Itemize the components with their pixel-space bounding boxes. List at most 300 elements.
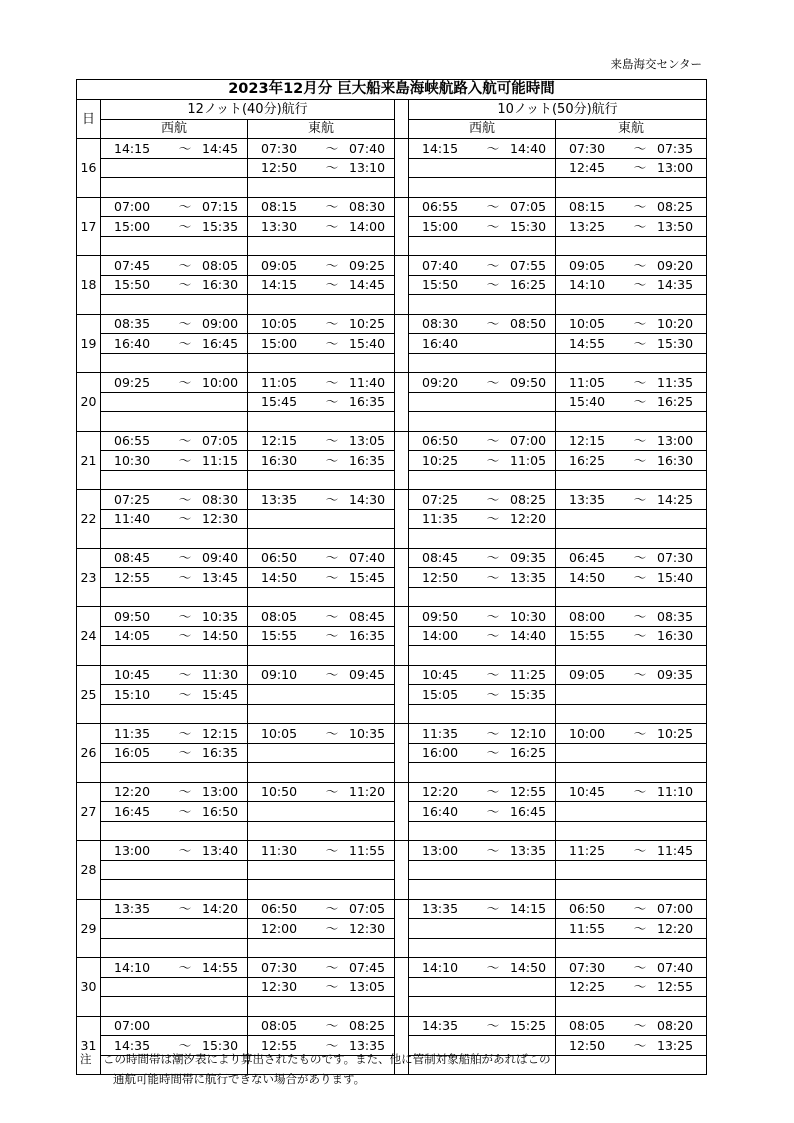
time-window-east-10 <box>556 802 707 822</box>
time-window-east-12 <box>248 685 395 705</box>
end-time: 16:30 <box>657 452 694 468</box>
tilde: ～ <box>633 920 647 936</box>
time-window-east-10 <box>556 1055 707 1075</box>
time-window-east-12 <box>248 841 395 861</box>
time-window-east-10 <box>556 1016 707 1036</box>
time-window-west-10 <box>409 568 556 588</box>
tilde: ～ <box>178 803 192 819</box>
time-window-east-12 <box>248 977 395 997</box>
end-time: 11:55 <box>349 842 386 858</box>
start-time: 13:00 <box>114 842 151 858</box>
day-header: 日 <box>77 100 101 139</box>
tilde: ～ <box>486 784 500 800</box>
table-row <box>77 548 707 568</box>
tilde: ～ <box>486 140 500 156</box>
time-window-east-12 <box>248 490 395 510</box>
end-time: 12:20 <box>510 511 547 527</box>
end-time: 13:00 <box>202 784 239 800</box>
start-time: 08:00 <box>569 608 606 624</box>
time-window-east-12 <box>248 373 395 393</box>
end-time: 12:15 <box>202 725 239 741</box>
end-time: 14:50 <box>202 628 239 644</box>
table-row <box>77 295 707 315</box>
time-window-west-12 <box>101 568 248 588</box>
start-time: 06:55 <box>422 199 459 215</box>
footnote <box>80 1049 551 1089</box>
time-window-west-12 <box>101 548 248 568</box>
start-time: 08:45 <box>114 550 151 566</box>
time-window-west-10 <box>409 509 556 529</box>
time-window-east-10 <box>556 295 707 315</box>
time-window-west-12 <box>101 158 248 178</box>
start-time: 08:15 <box>261 199 298 215</box>
time-window-east-12 <box>248 743 395 763</box>
table-row <box>77 880 707 900</box>
tilde: ～ <box>486 901 500 917</box>
tilde: ～ <box>633 491 647 507</box>
time-window-east-12 <box>248 880 395 900</box>
table-row <box>77 763 707 783</box>
tilde: ～ <box>633 901 647 917</box>
start-time: 11:30 <box>261 842 298 858</box>
time-window-west-10 <box>409 334 556 354</box>
end-time: 12:20 <box>657 920 694 936</box>
start-time: 06:50 <box>569 901 606 917</box>
table-row <box>77 217 707 237</box>
tilde: ～ <box>633 199 647 215</box>
table-row <box>77 139 707 159</box>
tilde: ～ <box>325 394 339 410</box>
time-window-west-10 <box>409 490 556 510</box>
time-window-east-10 <box>556 431 707 451</box>
time-window-east-12 <box>248 256 395 276</box>
time-window-west-10 <box>409 275 556 295</box>
start-time: 06:50 <box>261 901 298 917</box>
tilde: ～ <box>633 608 647 624</box>
table-row <box>77 685 707 705</box>
tilde: ～ <box>633 1018 647 1034</box>
time-window-west-12 <box>101 665 248 685</box>
time-window-west-10 <box>409 763 556 783</box>
end-time: 07:40 <box>349 140 386 156</box>
end-time: 14:45 <box>202 140 239 156</box>
table-row <box>77 529 707 549</box>
end-time: 16:35 <box>349 452 386 468</box>
end-time: 13:25 <box>657 1037 694 1053</box>
tilde: ～ <box>633 140 647 156</box>
end-time: 07:55 <box>510 257 547 273</box>
tilde: ～ <box>633 628 647 644</box>
table-row <box>77 899 707 919</box>
end-time: 15:30 <box>202 1037 239 1053</box>
separator-cell <box>395 431 409 490</box>
end-time: 12:30 <box>349 920 386 936</box>
time-window-west-10 <box>409 470 556 490</box>
time-window-east-10 <box>556 314 707 334</box>
tilde: ～ <box>486 745 500 761</box>
start-time: 12:50 <box>569 1037 606 1053</box>
separator-cell <box>395 314 409 373</box>
start-time: 09:05 <box>261 257 298 273</box>
tilde: ～ <box>325 218 339 234</box>
start-time: 11:05 <box>261 374 298 390</box>
start-time: 10:45 <box>569 784 606 800</box>
tilde: ～ <box>633 550 647 566</box>
time-window-west-12 <box>101 958 248 978</box>
tilde: ～ <box>178 569 192 585</box>
time-window-east-12 <box>248 919 395 939</box>
end-time: 13:45 <box>202 569 239 585</box>
end-time: 08:20 <box>657 1018 694 1034</box>
time-window-west-10 <box>409 860 556 880</box>
start-time: 12:50 <box>261 160 298 176</box>
time-window-east-10 <box>556 275 707 295</box>
start-time: 07:30 <box>261 959 298 975</box>
time-window-west-12 <box>101 977 248 997</box>
start-time: 09:20 <box>422 374 459 390</box>
table-row <box>77 1016 707 1036</box>
end-time: 14:40 <box>510 628 547 644</box>
time-window-east-10 <box>556 392 707 412</box>
tilde: ～ <box>325 257 339 273</box>
time-window-east-10 <box>556 743 707 763</box>
time-window-west-10 <box>409 217 556 237</box>
start-time: 12:30 <box>261 979 298 995</box>
organization-name: 来島海交センター <box>610 57 702 71</box>
end-time: 14:30 <box>349 491 386 507</box>
start-time: 15:55 <box>261 628 298 644</box>
table-row <box>77 646 707 666</box>
start-time: 16:00 <box>422 745 459 761</box>
tilde: ～ <box>486 803 500 819</box>
end-time: 13:35 <box>349 1037 386 1053</box>
tilde: ～ <box>178 335 192 351</box>
time-window-west-12 <box>101 587 248 607</box>
time-window-east-12 <box>248 295 395 315</box>
start-time: 07:30 <box>569 959 606 975</box>
end-time: 15:25 <box>510 1018 547 1034</box>
time-window-east-12 <box>248 158 395 178</box>
start-time: 12:25 <box>569 979 606 995</box>
time-window-west-10 <box>409 373 556 393</box>
start-time: 16:30 <box>261 452 298 468</box>
time-window-east-10 <box>556 1036 707 1056</box>
tilde: ～ <box>178 725 192 741</box>
end-time: 10:20 <box>657 316 694 332</box>
start-time: 15:00 <box>261 335 298 351</box>
start-time: 13:35 <box>261 491 298 507</box>
start-time: 15:05 <box>422 686 459 702</box>
end-time: 08:30 <box>349 199 386 215</box>
tilde: ～ <box>325 725 339 741</box>
time-window-east-12 <box>248 704 395 724</box>
start-time: 14:00 <box>422 628 459 644</box>
end-time: 09:35 <box>657 667 694 683</box>
end-time: 16:45 <box>202 335 239 351</box>
time-window-east-10 <box>556 490 707 510</box>
start-time: 09:05 <box>569 257 606 273</box>
time-window-east-10 <box>556 178 707 198</box>
time-window-west-12 <box>101 470 248 490</box>
tilde: ～ <box>325 608 339 624</box>
end-time: 14:50 <box>510 959 547 975</box>
table-row <box>77 334 707 354</box>
tilde: ～ <box>178 452 192 468</box>
tilde: ～ <box>178 199 192 215</box>
end-time: 08:50 <box>510 316 547 332</box>
time-window-east-12 <box>248 197 395 217</box>
time-window-west-10 <box>409 314 556 334</box>
end-time: 11:20 <box>349 784 386 800</box>
time-window-west-12 <box>101 334 248 354</box>
end-time: 16:35 <box>349 628 386 644</box>
start-time: 06:55 <box>114 433 151 449</box>
time-window-east-10 <box>556 646 707 666</box>
time-window-west-12 <box>101 139 248 159</box>
tilde: ～ <box>633 725 647 741</box>
start-time: 14:15 <box>114 140 151 156</box>
end-time: 09:40 <box>202 550 239 566</box>
time-window-east-10 <box>556 353 707 373</box>
start-time: 06:45 <box>569 550 606 566</box>
tilde: ～ <box>486 725 500 741</box>
end-time: 08:05 <box>202 257 239 273</box>
day-cell: 27 <box>77 782 101 841</box>
table-row <box>77 958 707 978</box>
end-time: 13:35 <box>510 569 547 585</box>
end-time: 07:05 <box>349 901 386 917</box>
start-time: 07:25 <box>114 491 151 507</box>
start-time: 08:05 <box>261 1018 298 1034</box>
time-window-west-12 <box>101 431 248 451</box>
end-time: 15:45 <box>202 686 239 702</box>
tilde: ～ <box>486 569 500 585</box>
separator-cell <box>395 373 409 432</box>
time-window-west-10 <box>409 548 556 568</box>
end-time: 12:10 <box>510 725 547 741</box>
end-time: 14:00 <box>349 218 386 234</box>
tilde: ～ <box>486 452 500 468</box>
timetable <box>76 79 707 1075</box>
table-row <box>77 197 707 217</box>
start-time: 10:05 <box>261 725 298 741</box>
end-time: 07:30 <box>657 550 694 566</box>
end-time: 09:45 <box>349 667 386 683</box>
tilde: ～ <box>325 569 339 585</box>
time-window-west-10 <box>409 178 556 198</box>
tilde: ～ <box>325 199 339 215</box>
tilde: ～ <box>633 1037 647 1053</box>
table-row <box>77 275 707 295</box>
tilde: ～ <box>178 550 192 566</box>
tilde: ～ <box>325 1018 339 1034</box>
section-12-knot: 12ノット(40分)航行 <box>101 100 395 120</box>
time-window-west-12 <box>101 919 248 939</box>
tilde: ～ <box>633 374 647 390</box>
end-time: 07:05 <box>510 199 547 215</box>
tilde: ～ <box>325 901 339 917</box>
time-window-west-12 <box>101 236 248 256</box>
start-time: 07:00 <box>114 1018 151 1034</box>
day-cell: 21 <box>77 431 101 490</box>
start-time: 13:25 <box>569 218 606 234</box>
tilde: ～ <box>633 452 647 468</box>
time-window-east-12 <box>248 353 395 373</box>
start-time: 10:00 <box>569 725 606 741</box>
end-time: 13:40 <box>202 842 239 858</box>
time-window-west-10 <box>409 1016 556 1036</box>
tilde: ～ <box>178 374 192 390</box>
footnote-line-1: 注 この時間帯は潮汐表により算出されたものです。また、他に管制対象船舶があればこの <box>80 1052 551 1066</box>
time-window-west-10 <box>409 724 556 744</box>
time-window-west-12 <box>101 412 248 432</box>
tilde: ～ <box>486 511 500 527</box>
end-time: 15:35 <box>202 218 239 234</box>
tilde: ～ <box>178 433 192 449</box>
time-window-west-10 <box>409 412 556 432</box>
start-time: 07:40 <box>422 257 459 273</box>
end-time: 16:35 <box>202 745 239 761</box>
time-window-east-10 <box>556 236 707 256</box>
end-time: 09:20 <box>657 257 694 273</box>
time-window-east-10 <box>556 587 707 607</box>
end-time: 16:35 <box>349 394 386 410</box>
tilde: ～ <box>633 316 647 332</box>
time-window-east-12 <box>248 997 395 1017</box>
table-row <box>77 743 707 763</box>
table-row <box>77 509 707 529</box>
tilde: ～ <box>178 784 192 800</box>
tilde: ～ <box>486 277 500 293</box>
tilde: ～ <box>325 277 339 293</box>
end-time: 11:15 <box>202 452 239 468</box>
end-time: 09:50 <box>510 374 547 390</box>
time-window-east-10 <box>556 821 707 841</box>
separator-cell <box>395 724 409 783</box>
table-row <box>77 236 707 256</box>
start-time: 14:15 <box>422 140 459 156</box>
start-time: 10:05 <box>569 316 606 332</box>
end-time: 10:00 <box>202 374 239 390</box>
table-row <box>77 256 707 276</box>
start-time: 13:35 <box>422 901 459 917</box>
time-window-west-10 <box>409 821 556 841</box>
start-time: 08:05 <box>261 608 298 624</box>
separator-column <box>395 100 409 139</box>
time-window-east-10 <box>556 334 707 354</box>
table-row <box>77 314 707 334</box>
tilde: ～ <box>178 959 192 975</box>
table-row <box>77 158 707 178</box>
table-row <box>77 977 707 997</box>
time-window-west-10 <box>409 665 556 685</box>
time-window-west-10 <box>409 158 556 178</box>
time-window-east-10 <box>556 607 707 627</box>
time-window-west-12 <box>101 724 248 744</box>
time-window-west-10 <box>409 704 556 724</box>
time-window-west-12 <box>101 607 248 627</box>
time-window-west-10 <box>409 977 556 997</box>
table-row <box>77 821 707 841</box>
day-cell: 16 <box>77 139 101 198</box>
tilde: ～ <box>325 550 339 566</box>
time-window-east-10 <box>556 470 707 490</box>
time-window-east-12 <box>248 178 395 198</box>
tilde: ～ <box>325 979 339 995</box>
table-row <box>77 997 707 1017</box>
time-window-east-10 <box>556 685 707 705</box>
separator-cell <box>395 958 409 1017</box>
tilde: ～ <box>325 160 339 176</box>
time-window-east-10 <box>556 919 707 939</box>
end-time: 09:25 <box>349 257 386 273</box>
table-row <box>77 802 707 822</box>
table-row <box>77 431 707 451</box>
end-time: 08:35 <box>657 608 694 624</box>
time-window-east-12 <box>248 1016 395 1036</box>
table-row <box>77 860 707 880</box>
time-window-west-10 <box>409 529 556 549</box>
table-row <box>77 470 707 490</box>
table-row <box>77 724 707 744</box>
end-time: 16:45 <box>510 803 547 819</box>
end-time: 11:10 <box>657 784 694 800</box>
start-time: 14:50 <box>569 569 606 585</box>
day-cell: 30 <box>77 958 101 1017</box>
end-time: 16:25 <box>510 277 547 293</box>
time-window-east-12 <box>248 782 395 802</box>
tilde: ～ <box>486 491 500 507</box>
start-time: 11:40 <box>114 511 151 527</box>
time-window-west-10 <box>409 451 556 471</box>
start-time: 14:10 <box>114 959 151 975</box>
separator-cell <box>395 548 409 607</box>
end-time: 08:30 <box>202 491 239 507</box>
time-window-east-10 <box>556 704 707 724</box>
end-time: 08:25 <box>657 199 694 215</box>
tilde: ～ <box>178 628 192 644</box>
time-window-east-10 <box>556 158 707 178</box>
footnote-line-2: 通航可能時間帯に航行できない場合があります。 <box>113 1072 366 1086</box>
separator-cell <box>395 490 409 549</box>
time-window-west-10 <box>409 236 556 256</box>
end-time: 13:35 <box>510 842 547 858</box>
direction-east-10: 東航 <box>556 119 707 139</box>
time-window-west-12 <box>101 743 248 763</box>
tilde: ～ <box>633 842 647 858</box>
tilde: ～ <box>486 199 500 215</box>
time-window-west-12 <box>101 178 248 198</box>
start-time: 07:25 <box>422 491 459 507</box>
time-window-west-10 <box>409 938 556 958</box>
time-window-east-10 <box>556 860 707 880</box>
end-time: 08:45 <box>349 608 386 624</box>
time-window-east-12 <box>248 412 395 432</box>
start-time: 11:05 <box>569 374 606 390</box>
time-window-east-12 <box>248 451 395 471</box>
tilde: ～ <box>486 1018 500 1034</box>
direction-west-10: 西航 <box>409 119 556 139</box>
end-time: 15:40 <box>657 569 694 585</box>
tilde: ～ <box>486 842 500 858</box>
time-window-east-10 <box>556 373 707 393</box>
tilde: ～ <box>325 316 339 332</box>
tilde: ～ <box>325 433 339 449</box>
tilde: ～ <box>633 959 647 975</box>
day-cell: 25 <box>77 665 101 724</box>
start-time: 13:00 <box>422 842 459 858</box>
start-time: 13:30 <box>261 218 298 234</box>
